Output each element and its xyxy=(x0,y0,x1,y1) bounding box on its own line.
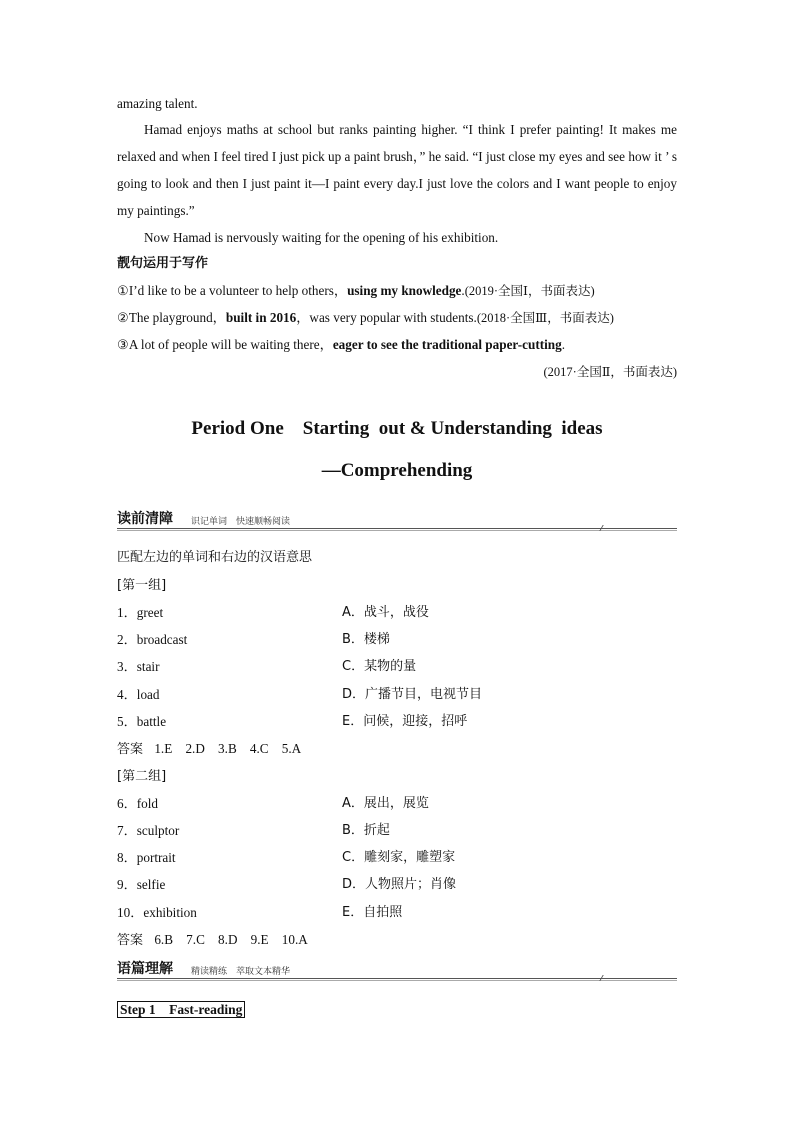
group-label: [第一组] xyxy=(117,578,167,593)
writing-example-3-source: (2017·全国Ⅱ，书面表达) xyxy=(543,365,677,379)
group-label: [第二组] xyxy=(117,769,167,784)
period-subtitle: —Comprehending xyxy=(321,460,473,481)
passage-paragraph: Now Hamad is nervously waiting for the opening of his exhibition. xyxy=(144,230,499,245)
writing-example-3: ③A lot of people will be waiting there，eager to see the traditional paper-cutting. xyxy=(117,337,566,352)
writing-heading: 靓句运用于写作 xyxy=(117,256,209,271)
vocab-row: 10．exhibition E．自拍照 xyxy=(117,905,403,920)
vocab-row: 3．stair C．某物的量 xyxy=(117,659,417,674)
writing-example-2: ②The playground，built in 2016，was very popular with students.(2018·全国Ⅲ，书面表达) xyxy=(117,310,614,325)
vocab-row: 4．load D．广播节目，电视节目 xyxy=(117,687,483,702)
passage-line: amazing talent. xyxy=(117,96,198,111)
answer-row: 答案 6.B 7.C 8.D 9.E 10.A xyxy=(117,932,308,948)
writing-example-1: ①I’d like to be a volunteer to help others，using my knowledge.(2019·全国Ⅰ，书面表达) xyxy=(117,283,595,298)
vocab-row: 9．selfie D．人物照片；肖像 xyxy=(117,877,457,892)
section-header-comprehension xyxy=(117,956,677,980)
vocab-row: 5．battle E．问候，迎接，招呼 xyxy=(117,714,468,729)
vocab-row: 2．broadcast B．楼梯 xyxy=(117,632,390,647)
passage-paragraph: Hamad enjoys maths at school but ranks painting higher. “I think I prefer painting! It makes me relaxed and when I feel tired I just pick up a paint brush，” he said. “I just close my eyes and see how it ’ s going to look and then I just paint it—I paint every day.I just love the colors and I want people to enjoy my paintings.” xyxy=(117,122,677,218)
vocab-row: 7．sculptor B．折起 xyxy=(117,823,390,838)
answer-row: 答案 1.E 2.D 3.B 4.C 5.A xyxy=(117,741,302,757)
vocab-row: 8．portrait C．雕刻家，雕塑家 xyxy=(117,850,456,865)
section-header-prereading xyxy=(117,506,677,530)
period-title: Period One Starting out & Understanding ideas xyxy=(191,418,603,439)
instruction: 匹配左边的单词和右边的汉语意思 xyxy=(117,550,313,565)
section-label: 读前清障 xyxy=(117,511,173,527)
section-sublabel: 识记单词 快速顺畅阅读 xyxy=(191,517,291,527)
vocab-row: 6．fold A．展出，展览 xyxy=(117,796,429,811)
vocab-row: 1．greet A．战斗，战役 xyxy=(117,605,429,620)
step-heading: Step 1 Fast-reading xyxy=(117,1001,245,1018)
section-sublabel: 精读精练 萃取文本精华 xyxy=(191,967,291,977)
section-label: 语篇理解 xyxy=(117,961,173,977)
